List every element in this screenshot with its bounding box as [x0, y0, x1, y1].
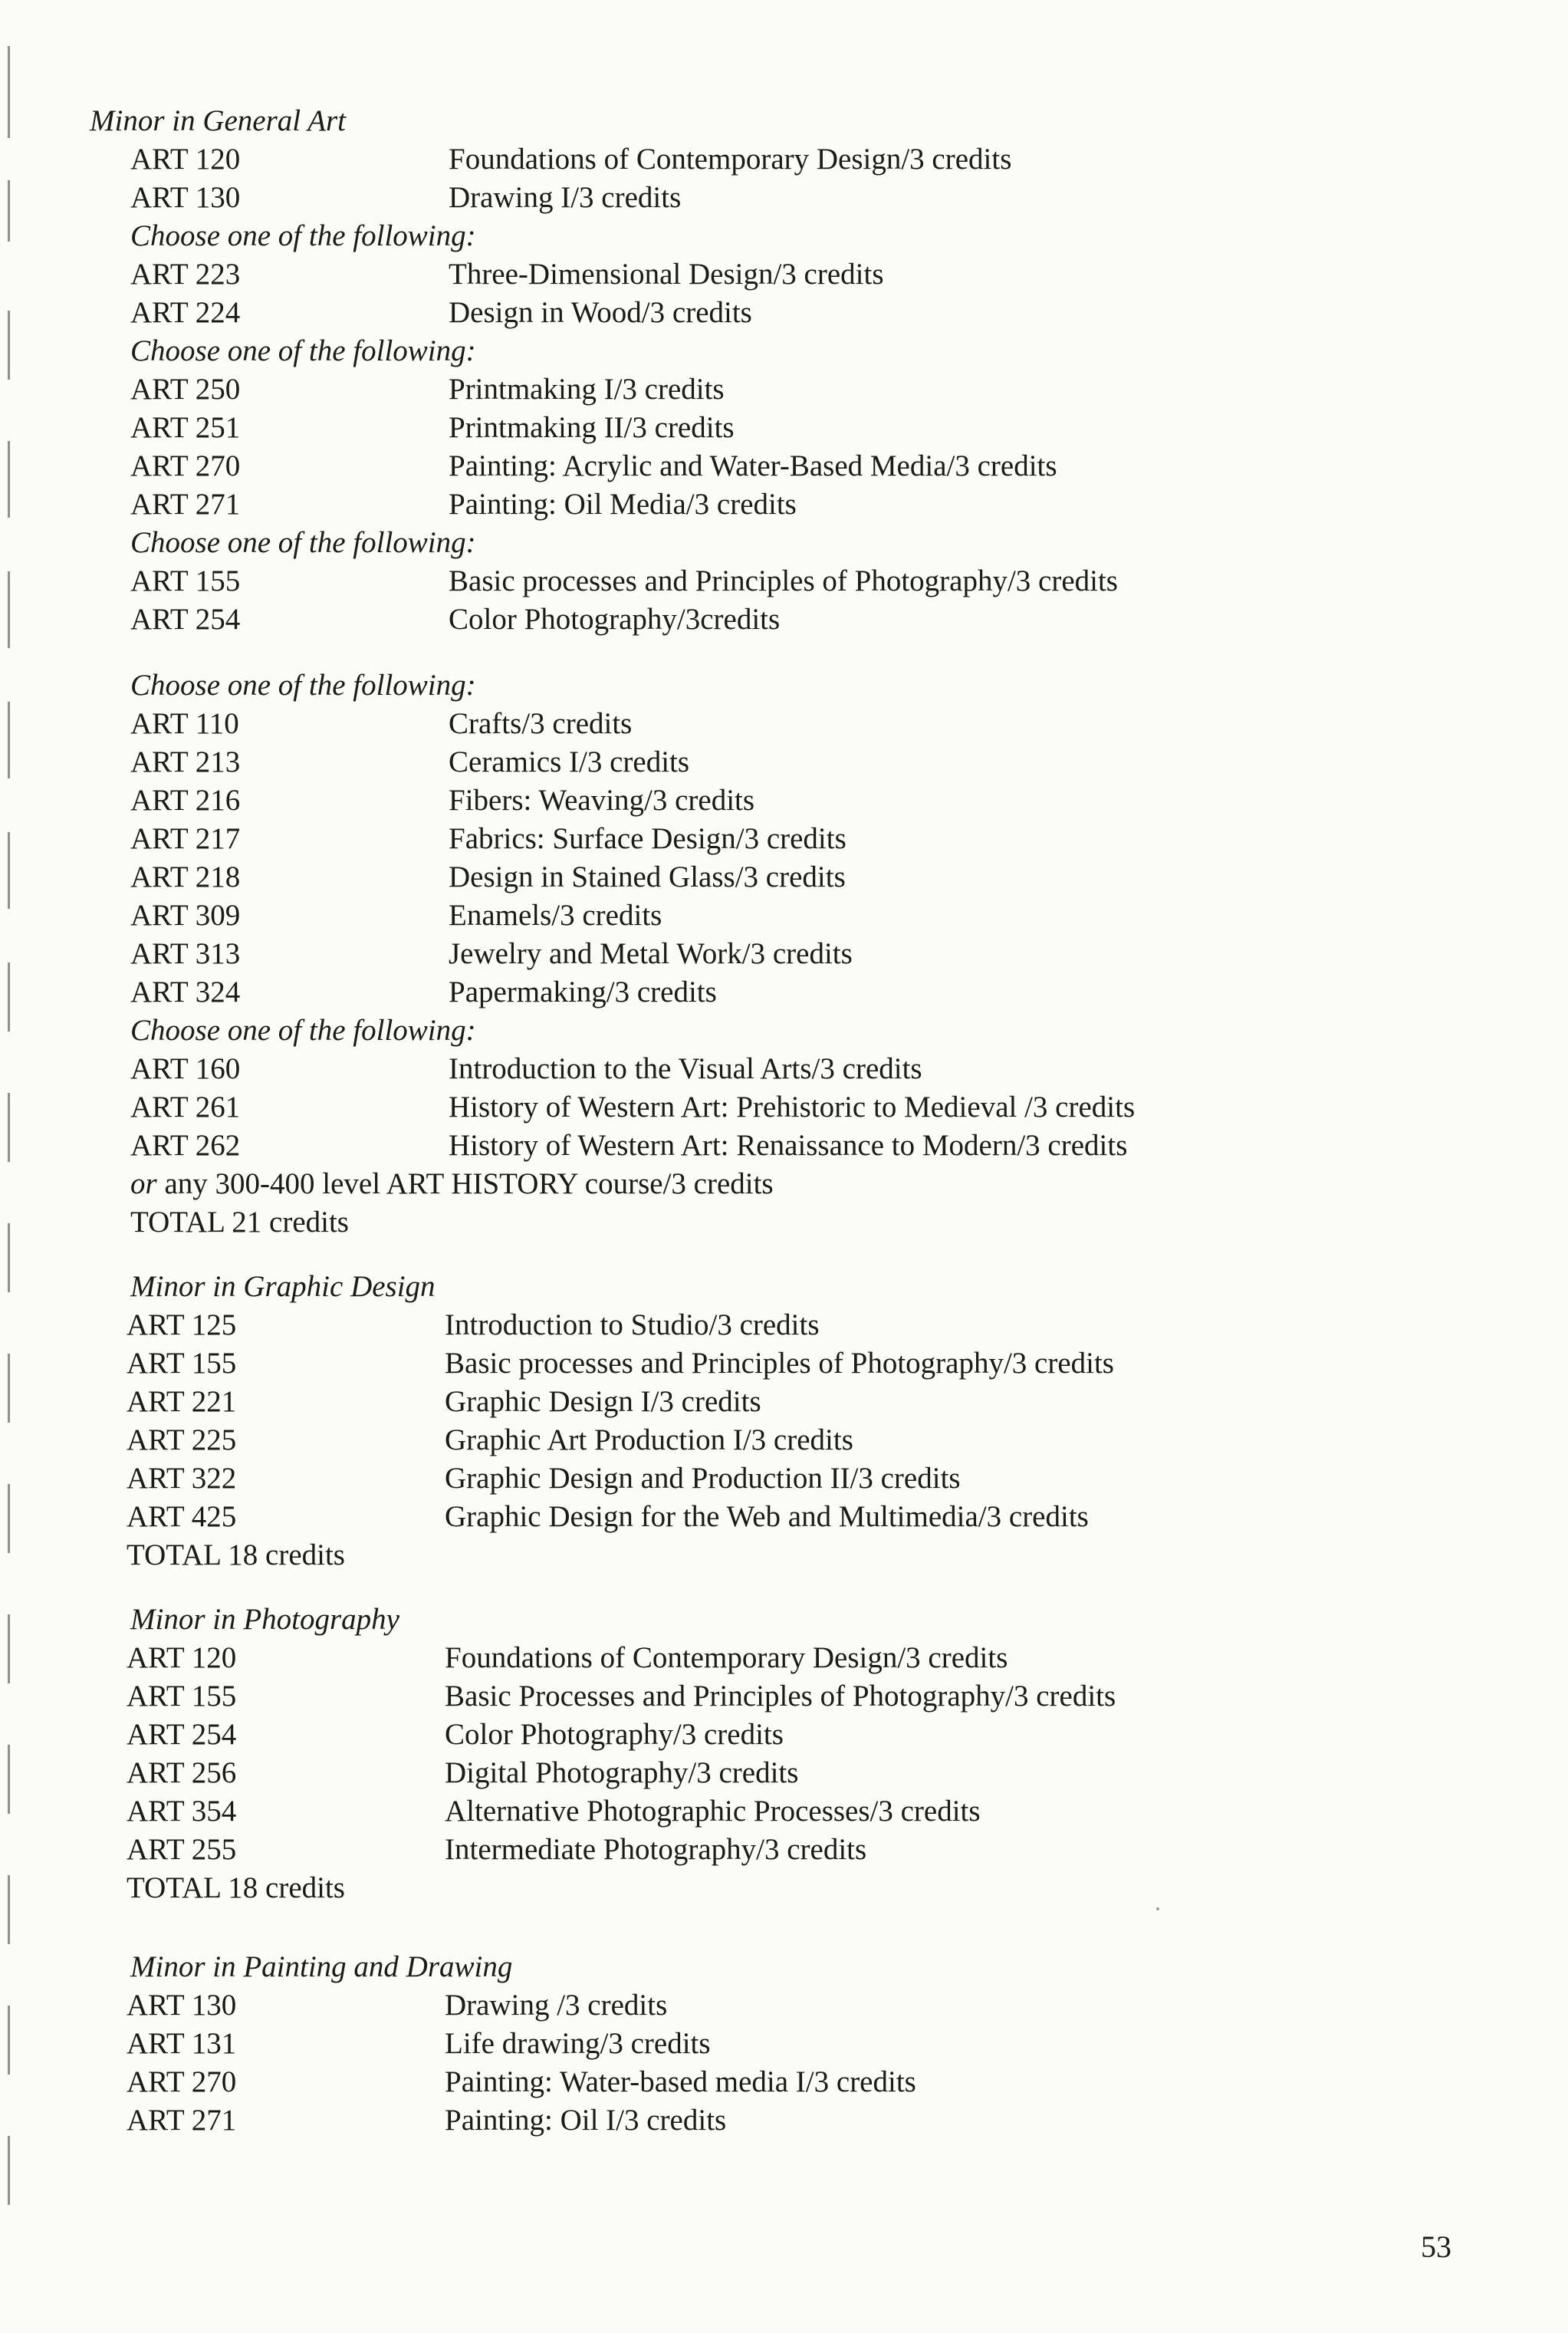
course-title: Jewelry and Metal Work/3 credits	[449, 937, 853, 970]
minor-section	[0, 1601, 1568, 1907]
course-row	[130, 601, 1568, 639]
course-row	[127, 1792, 1568, 1831]
course-title: Papermaking/3 credits	[449, 976, 717, 1009]
course-title: Graphic Design for the Web and Multimedia/3 credits	[445, 1500, 1089, 1533]
course-code: ART 254	[130, 603, 241, 636]
course-code: ART 250	[130, 373, 241, 406]
course-code: ART 354	[127, 1795, 237, 1828]
course-title: Ceramics I/3 credits	[449, 745, 690, 778]
course-code: ART 224	[130, 296, 241, 329]
course-title: Fabrics: Surface Design/3 credits	[449, 822, 846, 855]
course-code: ART 270	[130, 449, 241, 482]
choose-instruction: Choose one of the following:	[130, 334, 476, 367]
or-word: or	[130, 1167, 157, 1200]
course-title: Graphic Design I/3 credits	[445, 1385, 761, 1418]
course-title: Digital Photography/3 credits	[445, 1756, 799, 1789]
course-row	[130, 935, 1568, 973]
course-title: Introduction to the Visual Arts/3 credits	[449, 1052, 922, 1085]
course-code: ART 221	[127, 1385, 237, 1418]
course-title: Foundations of Contemporary Design/3 credits	[449, 143, 1012, 176]
total-credits: TOTAL 21 credits	[130, 1206, 349, 1239]
course-code: ART 261	[130, 1091, 241, 1124]
section-heading: Minor in General Art	[90, 104, 347, 137]
course-row	[127, 1831, 1568, 1869]
course-title: Drawing I/3 credits	[449, 181, 682, 214]
course-code: ART 160	[130, 1052, 241, 1085]
minor-section	[0, 102, 1568, 1242]
section-heading: Minor in Graphic Design	[130, 1270, 436, 1303]
course-title: Printmaking I/3 credits	[449, 373, 725, 406]
page-number: 53	[1421, 2229, 1451, 2264]
course-row	[127, 1498, 1568, 1536]
course-title: History of Western Art: Prehistoric to Medieval /3 credits	[449, 1091, 1136, 1124]
course-row	[127, 1306, 1568, 1344]
course-code: ART 425	[127, 1500, 237, 1533]
course-row	[130, 973, 1568, 1012]
course-code: ART 213	[130, 745, 241, 778]
minor-section	[0, 1948, 1568, 2140]
course-code: ART 251	[130, 411, 241, 444]
course-row	[130, 447, 1568, 485]
course-title: Life drawing/3 credits	[445, 2027, 711, 2060]
course-code: ART 131	[127, 2027, 237, 2060]
course-code: ART 256	[127, 1756, 237, 1789]
course-code: ART 322	[127, 1462, 237, 1495]
course-code: ART 309	[130, 899, 241, 932]
course-row	[127, 2025, 1568, 2063]
total-credits: TOTAL 18 credits	[127, 1538, 345, 1571]
course-row	[130, 820, 1568, 858]
course-row	[130, 179, 1568, 217]
choose-instruction: Choose one of the following:	[130, 219, 476, 252]
choose-instruction: Choose one of the following:	[130, 526, 476, 559]
course-title: Graphic Design and Production II/3 credits	[445, 1462, 961, 1495]
course-code: ART 270	[127, 2065, 237, 2098]
course-row	[127, 1383, 1568, 1421]
course-row	[127, 1639, 1568, 1677]
course-title: Basic processes and Principles of Photography/3 credits	[445, 1347, 1114, 1380]
course-code: ART 262	[130, 1129, 241, 1162]
course-code: ART 313	[130, 937, 241, 970]
course-title: Enamels/3 credits	[449, 899, 662, 932]
course-row	[127, 1459, 1568, 1498]
course-code: ART 120	[127, 1641, 237, 1674]
course-code: ART 271	[127, 2104, 237, 2137]
course-row	[130, 1127, 1568, 1165]
course-code: ART 254	[127, 1718, 237, 1751]
course-title: Color Photography/3 credits	[445, 1718, 784, 1751]
choose-instruction: Choose one of the following:	[130, 669, 476, 702]
scan-speck	[1156, 1907, 1159, 1910]
course-title: Printmaking II/3 credits	[449, 411, 735, 444]
course-row	[130, 370, 1568, 409]
course-row	[130, 743, 1568, 782]
course-row	[127, 2063, 1568, 2101]
course-row	[130, 140, 1568, 179]
course-title: Three-Dimensional Design/3 credits	[449, 258, 884, 291]
course-row	[130, 1050, 1568, 1088]
course-code: ART 120	[130, 143, 241, 176]
course-row	[130, 782, 1568, 820]
course-code: ART 216	[130, 784, 241, 817]
section-heading: Minor in Photography	[130, 1603, 399, 1636]
course-row	[127, 1986, 1568, 2025]
course-title: Crafts/3 credits	[449, 707, 633, 740]
course-title: Intermediate Photography/3 credits	[445, 1833, 867, 1866]
course-title: Basic Processes and Principles of Photography/3 credits	[445, 1680, 1116, 1713]
course-code: ART 217	[130, 822, 241, 855]
alternative-text: any 300-400 level ART HISTORY course/3 credits	[156, 1167, 774, 1200]
course-code: ART 110	[130, 707, 239, 740]
course-title: Graphic Art Production I/3 credits	[445, 1423, 853, 1456]
course-code: ART 255	[127, 1833, 237, 1866]
course-title: Color Photography/3credits	[449, 603, 781, 636]
minor-section	[0, 1268, 1568, 1575]
course-title: Introduction to Studio/3 credits	[445, 1308, 820, 1341]
total-credits: TOTAL 18 credits	[127, 1871, 345, 1904]
course-code: ART 125	[127, 1308, 237, 1341]
course-row	[127, 1677, 1568, 1716]
binding-mark	[8, 2136, 10, 2205]
course-title: Painting: Oil I/3 credits	[445, 2104, 727, 2137]
course-title: Painting: Acrylic and Water-Based Media/3 credits	[449, 449, 1057, 482]
course-row	[130, 897, 1568, 935]
course-title: Alternative Photographic Processes/3 credits	[445, 1795, 981, 1828]
course-row	[130, 562, 1568, 601]
course-code: ART 271	[130, 488, 241, 521]
course-code: ART 155	[127, 1347, 237, 1380]
course-title: Painting: Water-based media I/3 credits	[445, 2065, 916, 2098]
course-title: Design in Wood/3 credits	[449, 296, 752, 329]
course-row	[130, 705, 1568, 743]
course-row	[130, 294, 1568, 332]
course-title: Basic processes and Principles of Photography/3 credits	[449, 564, 1118, 597]
course-code: ART 155	[127, 1680, 237, 1713]
course-code: ART 225	[127, 1423, 237, 1456]
course-title: Foundations of Contemporary Design/3 credits	[445, 1641, 1008, 1674]
course-row	[127, 1421, 1568, 1459]
course-row	[130, 858, 1568, 897]
course-row	[130, 255, 1568, 294]
course-code: ART 130	[127, 1989, 237, 2022]
choose-instruction: Choose one of the following:	[130, 1014, 476, 1047]
course-code: ART 218	[130, 860, 241, 893]
course-row	[127, 2101, 1568, 2140]
course-code: ART 223	[130, 258, 241, 291]
course-code: ART 130	[130, 181, 241, 214]
course-title: Painting: Oil Media/3 credits	[449, 488, 797, 521]
alternative-option	[130, 1165, 1568, 1203]
course-title: Drawing /3 credits	[445, 1989, 668, 2022]
course-row	[130, 409, 1568, 447]
course-row	[127, 1754, 1568, 1792]
section-heading: Minor in Painting and Drawing	[130, 1950, 513, 1983]
course-row	[127, 1344, 1568, 1383]
course-code: ART 155	[130, 564, 241, 597]
course-title: Design in Stained Glass/3 credits	[449, 860, 846, 893]
course-row	[127, 1716, 1568, 1754]
course-title: Fibers: Weaving/3 credits	[449, 784, 755, 817]
course-code: ART 324	[130, 976, 241, 1009]
course-row	[130, 485, 1568, 524]
course-row	[130, 1088, 1568, 1127]
course-title: History of Western Art: Renaissance to Modern/3 credits	[449, 1129, 1128, 1162]
